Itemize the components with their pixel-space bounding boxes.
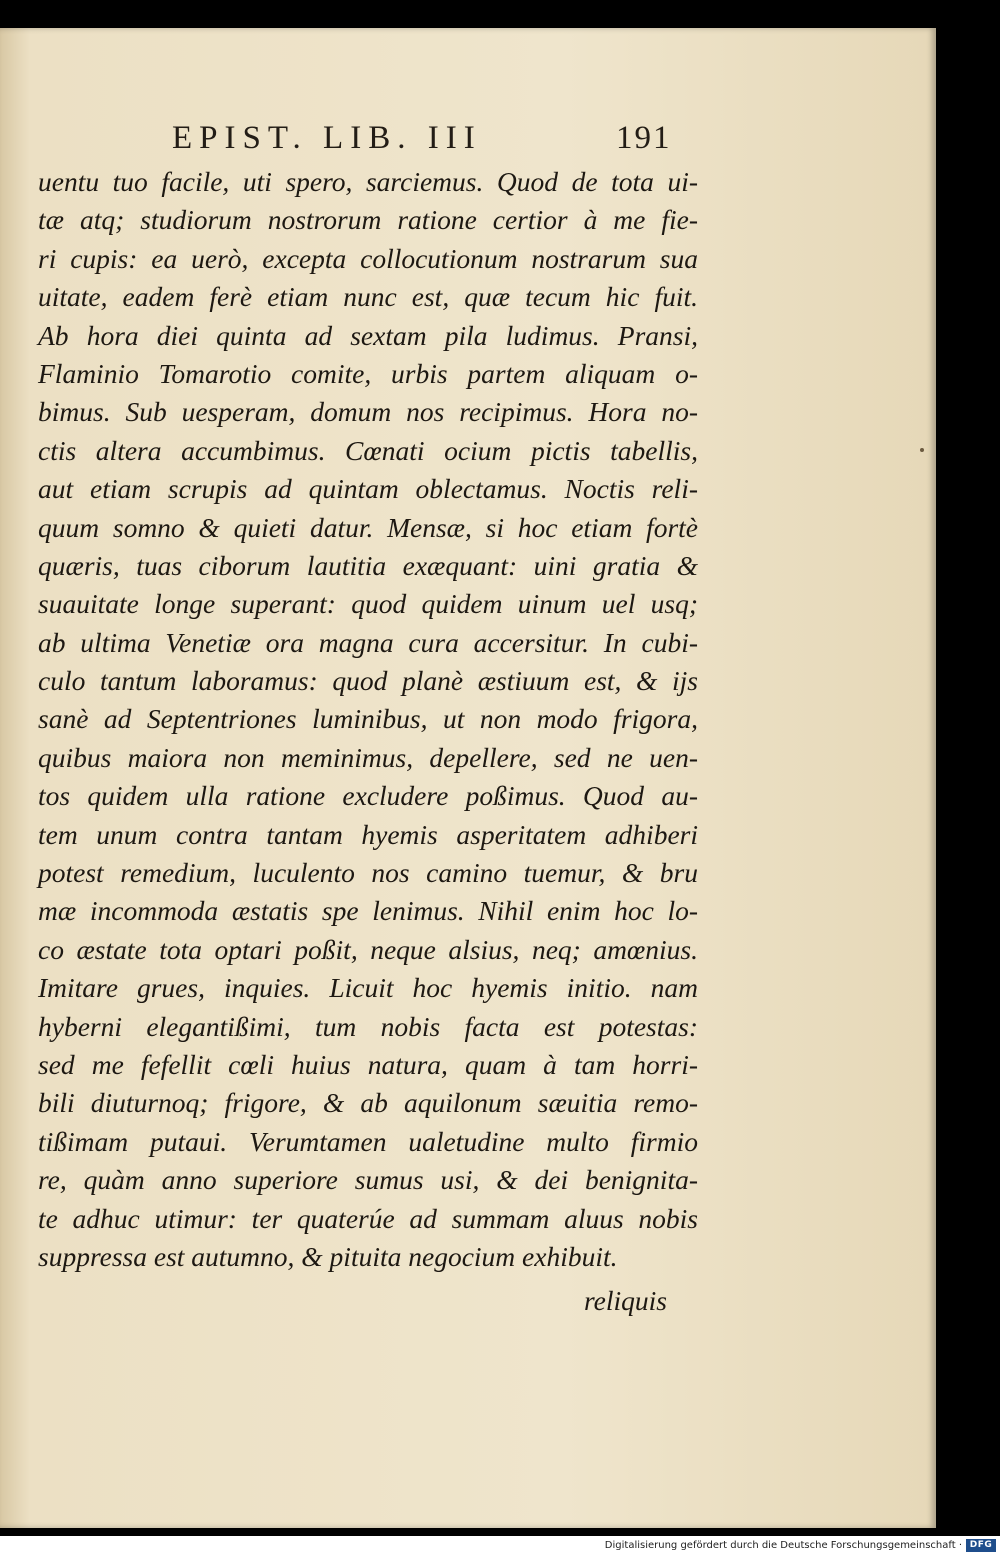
dfg-logo: DFG xyxy=(966,1539,996,1552)
book-page xyxy=(0,28,936,1528)
text-line: Flaminio Tomarotio comite, urbis partem aliquam o- xyxy=(38,357,698,389)
text-line: suauitate longe superant: quod quidem uinum uel usq; xyxy=(38,588,698,620)
text-line: bimus. Sub uesperam, domum nos recipimus. Hora no- xyxy=(38,396,698,428)
running-head xyxy=(0,120,936,156)
text-line: potest remedium, luculento nos camino tuemur, & bru xyxy=(38,857,698,889)
paper-speck xyxy=(920,448,924,452)
text-line: uentu tuo facile, uti spero, sarciemus. Quod de tota ui- xyxy=(38,166,698,197)
text-line: quibus maiora non meminimus, depellere, sed ne uen- xyxy=(38,741,698,773)
body-text xyxy=(38,163,698,1276)
text-line: te adhuc utimur: ter quaterúe ad summam aluus nobis xyxy=(38,1202,698,1234)
text-line: hyberni elegantißimi, tum nobis facta est potestas: xyxy=(38,1010,698,1042)
text-line: ri cupis: ea uerò, excepta collocutionum nostrarum sua xyxy=(38,242,698,274)
page-number: 191 xyxy=(616,120,672,156)
text-line: mæ incommoda æstatis spe lenimus. Nihil enim hoc lo- xyxy=(38,895,698,927)
text-line: tos quidem ulla ratione excludere poßimus. Quod au- xyxy=(38,780,698,812)
digitization-footer xyxy=(0,1536,1000,1556)
text-line: aut etiam scrupis ad quintam oblectamus. Noctis reli- xyxy=(38,473,698,505)
text-line: ab ultima Venetiæ ora magna cura accersitur. In cubi- xyxy=(38,626,698,658)
text-line: tißimam putaui. Verumtamen ualetudine multo firmio xyxy=(38,1125,698,1157)
text-line: sanè ad Septentriones luminibus, ut non modo frigora, xyxy=(38,703,698,735)
text-line: quæris, tuas ciborum lautitia exæquant: uini gratia & xyxy=(38,549,698,581)
text-line: quum somno & quieti datur. Mensæ, si hoc etiam fortè xyxy=(38,511,698,543)
running-head-title: EPIST. LIB. III xyxy=(172,120,482,156)
text-line: culo tantum laboramus: quod planè æstiuum est, & ijs xyxy=(38,665,698,697)
text-line: suppressa est autumno, & pituita negocium exhibuit. xyxy=(38,1240,618,1272)
text-line: uitate, eadem ferè etiam nunc est, quæ tecum hic fuit. xyxy=(38,281,698,313)
text-line: co æstate tota optari poßit, neque alsius, neq; amœnius. xyxy=(38,933,698,965)
catchword: reliquis xyxy=(584,1285,668,1316)
text-line: sed me fefellit cœli huius natura, quam à tam horri- xyxy=(38,1048,698,1080)
text-line: tem unum contra tantam hyemis asperitatem adhiberi xyxy=(38,818,698,850)
funding-credit: Digitalisierung gefördert durch die Deutsche Forschungsgemeinschaft · xyxy=(604,1540,962,1551)
text-line: re, quàm anno superiore sumus usi, & dei benignita- xyxy=(38,1164,698,1196)
text-line: bili diuturnoq; frigore, & ab aquilonum sæuitia remo- xyxy=(38,1087,698,1119)
text-line: ctis altera accumbimus. Cœnati ocium pictis tabellis, xyxy=(38,434,698,466)
text-line: tæ atq; studiorum nostrorum ratione certior à me fie- xyxy=(38,204,698,236)
text-line: Ab hora diei quinta ad sextam pila ludimus. Pransi, xyxy=(38,319,698,351)
text-line: Imitare grues, inquies. Licuit hoc hyemis initio. nam xyxy=(38,972,698,1004)
